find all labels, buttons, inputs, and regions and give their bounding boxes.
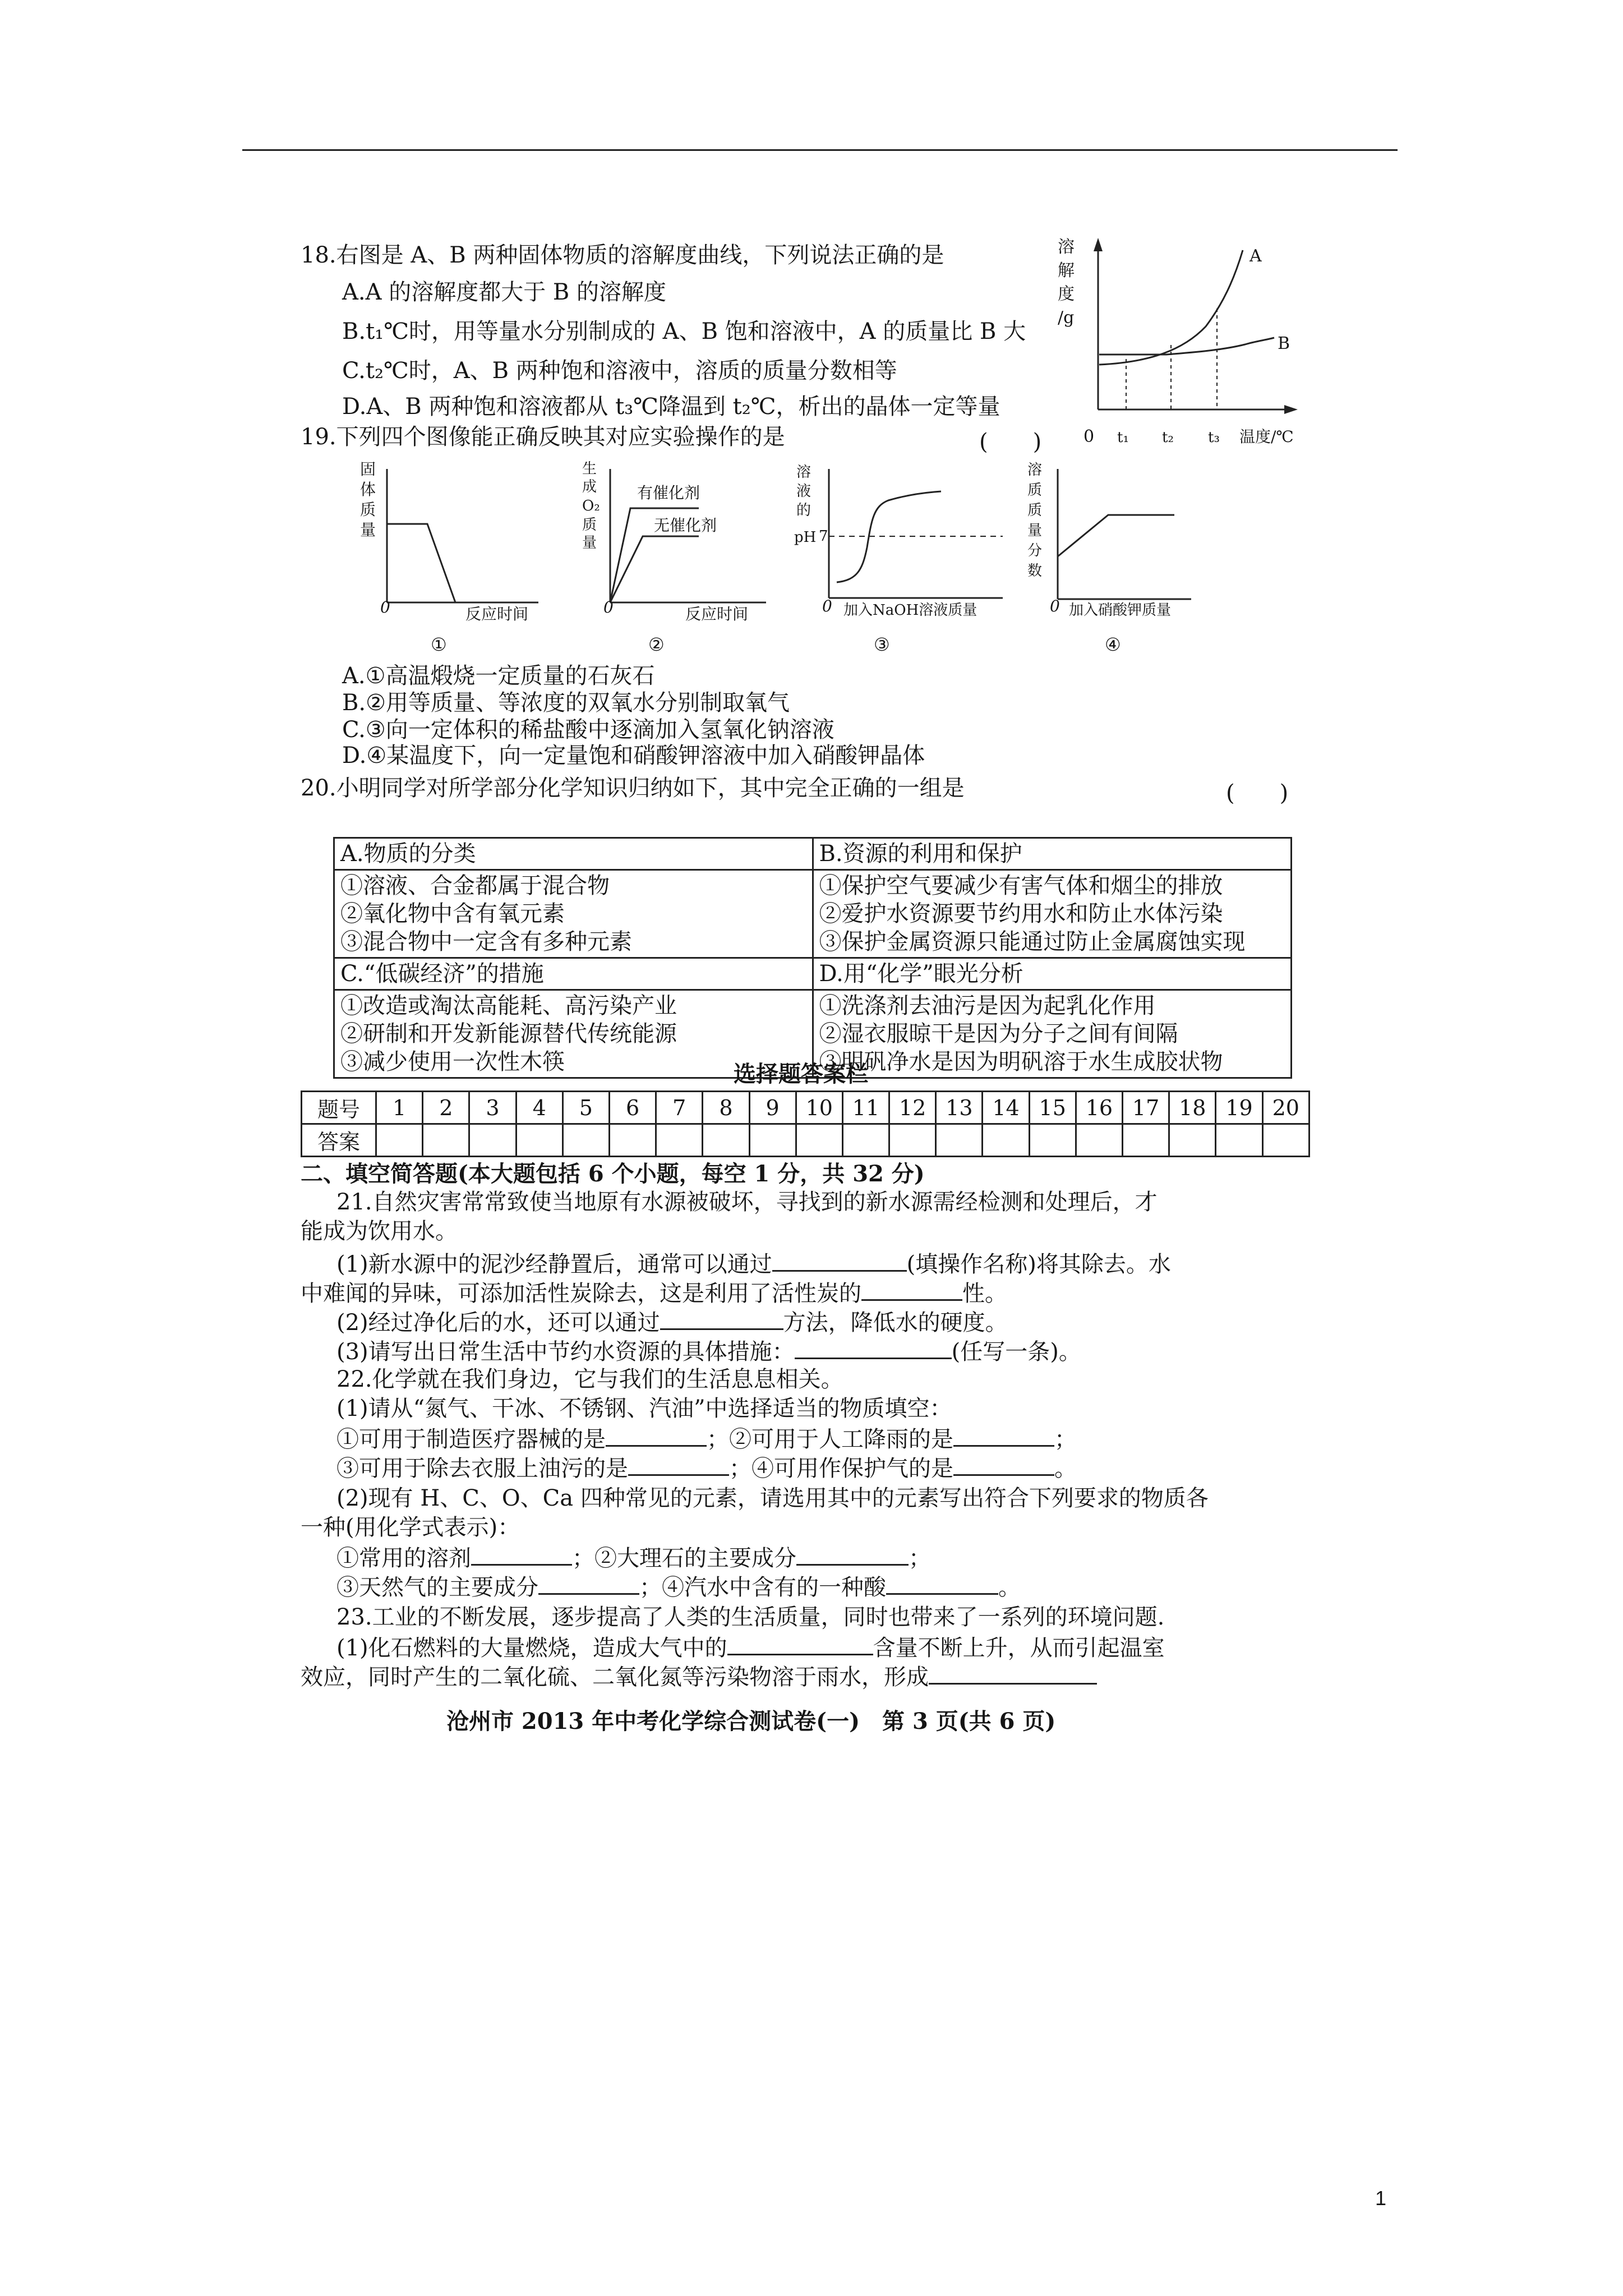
answer-cell[interactable] [1076,1124,1122,1157]
answer-cell[interactable] [516,1124,562,1157]
q19g2-xlabel: 反应时间 [685,605,749,623]
q22-line-8 [336,1572,1021,1602]
q19g4-ylabel-3: 质 [1027,502,1043,519]
q22-1-text-e: ；④可用作保护气的是 [729,1456,953,1481]
q19g3-ylabel-1: 溶 [796,464,811,481]
q19g2-number: ② [648,634,665,655]
q20-d-line-1: ①洗涤剂去油污是因为起乳化作用 [819,993,1156,1019]
q18-xlabel: 温度/℃ [1239,427,1294,446]
q20-answer-paren: ( ) [1226,780,1289,806]
q22-line-7 [336,1543,931,1572]
q19g2-ylabel-5: 量 [582,535,597,551]
q20-b-line-1: ①保护空气要减少有害气体和烟尘的排放 [819,873,1223,899]
q19g2-ylabel-2: 成 [582,478,597,495]
q23-1-text-b: 含量不断上升，从而引起温室 [873,1635,1165,1661]
q19g3-ylabel-2: 液 [796,483,811,500]
q22-1-text-c: ； [1054,1427,1077,1452]
page-number: 1 [1375,2187,1387,2210]
q23-line-1: 23.工业的不断发展，逐步提高了人类的生活质量，同时也带来了一系列的环境问题. [336,1604,1165,1630]
q18-tick-t2: t₂ [1162,429,1174,446]
q21-line-6 [336,1336,1081,1366]
q19-graph-1 [353,452,550,660]
q23-1-text-a: (1)化石燃料的大量燃烧，造成大气中的 [336,1635,727,1661]
q22-blank-acid[interactable] [886,1572,998,1595]
answer-col-11: 11 [842,1092,889,1124]
answer-cell[interactable] [1169,1124,1216,1157]
q21-1-text-c: 中难闻的异味，可添加活性炭除去，这是利用了活性炭的 [301,1281,861,1306]
answer-col-20: 20 [1262,1092,1309,1124]
q21-1-text-b: (填操作名称)将其除去。水 [906,1251,1171,1277]
q19-graph-4 [1023,452,1258,660]
q19g3-ylabel-4: pH [794,529,817,546]
q19-option-a: A.①高温煅烧一定质量的石灰石 [342,663,655,689]
answer-col-5: 5 [562,1092,609,1124]
answer-cell[interactable] [1123,1124,1169,1157]
answer-cell[interactable] [1262,1124,1309,1157]
q20-title-c: C.“低碳经济”的措施 [334,958,813,990]
q19-stem: 19.下列四个图像能正确反映其对应实验操作的是 [301,424,785,450]
q23-1-text-c: 效应，同时产生的二氧化硫、二氧化氮等污染物溶于雨水，形成 [301,1664,929,1690]
q19-option-c: C.③向一定体积的稀盐酸中逐滴加入氢氧化钠溶液 [342,717,834,743]
q18-ylabel-1: 溶 [1058,237,1075,257]
q21-blank-method[interactable] [660,1307,783,1330]
answer-col-13: 13 [936,1092,983,1124]
q21-3-text-b: (任写一条)。 [951,1339,1081,1365]
answer-cell[interactable] [562,1124,609,1157]
page-footer: 沧州市 2013 年中考化学综合测试卷(一) 第 3 页(共 6 页) [446,1708,1056,1734]
answer-table-number-row [302,1092,1310,1124]
answer-cell[interactable] [936,1124,983,1157]
q19g2-ylabel-4: 质 [582,517,597,533]
q19g2-label-catalyst: 有催化剂 [637,484,700,502]
q19g3-number: ③ [874,634,890,655]
q18-origin: 0 [1083,427,1095,447]
q22-2-text-e: ；④汽水中含有的一种酸 [639,1575,886,1600]
answer-cell[interactable] [889,1124,936,1157]
q19g1-ylabel-1: 固 [360,460,376,478]
q19-option-b: B.②用等质量、等浓度的双氧水分别制取氧气 [342,690,790,716]
q19-option-d: D.④某温度下，向一定量饱和硝酸钾溶液中加入硝酸钾晶体 [342,743,925,769]
top-rule [242,149,1398,151]
q18-curve-a-label: A [1249,246,1262,266]
q18-ylabel-4: /g [1058,308,1075,328]
q19g3-origin: 0 [822,597,832,615]
q20-c-line-2: ②研制和开发新能源替代传统能源 [340,1021,677,1047]
q22-blank-solvent[interactable] [471,1543,572,1566]
q20-title-b: B.资源的利用和保护 [813,838,1292,870]
answer-col-17: 17 [1123,1092,1169,1124]
q22-2-text-b: ；②大理石的主要成分 [572,1545,796,1571]
q18-curve-b-label: B [1278,334,1290,353]
q19-graph-2 [575,452,777,660]
q22-2-text-a: ①常用的溶剂 [336,1545,471,1571]
q20-d-line-2: ②湿衣服晾干是因为分子之间有间隔 [819,1021,1178,1047]
q21-line-5 [336,1307,1008,1337]
q22-2-text-d: ③天然气的主要成分 [336,1575,538,1600]
q22-1-text-a: ①可用于制造医疗器械的是 [336,1427,606,1452]
q19g1-origin: 0 [380,598,390,616]
answer-cell[interactable] [376,1124,423,1157]
answer-cell[interactable] [469,1124,516,1157]
q22-blank-natural-gas[interactable] [538,1572,639,1595]
section2-heading: 二、填空简答题(本大题包括 6 个小题，每空 1 分，共 32 分) [301,1161,925,1187]
q19g1-xlabel: 反应时间 [465,605,529,623]
q18-tick-t3: t₃ [1208,429,1220,446]
answer-col-15: 15 [1029,1092,1076,1124]
answer-col-19: 19 [1216,1092,1262,1124]
q21-line-3 [336,1249,1171,1278]
q19g4-origin: 0 [1050,597,1060,615]
q20-title-a: A.物质的分类 [334,838,813,870]
q18-option-d: D.A、B 两种饱和溶液都从 t₃℃降温到 t₂℃，析出的晶体一定等量 [342,394,1000,420]
q20-body-d [813,990,1292,1078]
q18-option-c: C.t₂℃时，A、B 两种饱和溶液中，溶质的质量分数相等 [342,358,897,384]
q22-line-5: (2)现有 H、C、O、Ca 四种常见的元素，请选用其中的元素写出符合下列要求的物质各 [336,1485,1209,1511]
answer-col-10: 10 [796,1092,842,1124]
answer-cell[interactable] [656,1124,703,1157]
answer-col-16: 16 [1076,1092,1122,1124]
q21-2-text-a: (2)经过净化后的水，还可以通过 [336,1310,660,1336]
answer-table [301,1091,1310,1157]
answer-col-1: 1 [376,1092,423,1124]
q21-1-text-a: (1)新水源中的泥沙经静置后，通常可以通过 [336,1251,772,1277]
q20-a-line-2: ②氧化物中含有氧元素 [340,901,565,927]
q22-blank-rain[interactable] [953,1424,1054,1447]
q19-graph-3 [790,452,1025,660]
answer-cell[interactable] [842,1124,889,1157]
q20-d-line-3: ③明矾净水是因为明矾溶于水生成胶状物 [819,1049,1223,1075]
answer-cell[interactable] [423,1124,469,1157]
q18-solubility-graph [1054,230,1312,454]
q22-blank-protective-gas[interactable] [953,1453,1054,1476]
q19g4-ylabel-2: 质 [1027,482,1043,499]
q22-1-text-d: ③可用于除去衣服上油污的是 [336,1456,628,1481]
answer-row-label-answers: 答案 [302,1124,376,1157]
q19g4-ylabel-1: 溶 [1027,462,1043,478]
answer-col-18: 18 [1169,1092,1216,1124]
q20-stem: 20.小明同学对所学部分化学知识归纳如下，其中完全正确的一组是 [301,775,965,801]
q22-blank-marble[interactable] [796,1543,909,1566]
q19g2-origin: 0 [603,598,614,616]
q22-blank-medical[interactable] [606,1424,707,1447]
q22-2-text-c: ； [909,1545,931,1571]
q19g4-ylabel-5: 分 [1027,542,1043,559]
answer-cell[interactable] [796,1124,842,1157]
q23-line-2 [336,1632,1165,1662]
q21-line-4 [301,1278,1007,1308]
q19g2-label-no-catalyst: 无催化剂 [654,516,717,535]
q20-body-b [813,870,1292,958]
q20-c-line-3: ③减少使用一次性木筷 [340,1049,565,1075]
answer-col-7: 7 [656,1092,703,1124]
answer-cell[interactable] [609,1124,656,1157]
q20-a-line-3: ③混合物中一定含有多种元素 [340,929,632,955]
q19-answer-paren: ( ) [979,429,1042,455]
answer-cell[interactable] [1216,1124,1262,1157]
answer-col-8: 8 [703,1092,749,1124]
q22-line-3 [336,1424,1077,1453]
answer-col-12: 12 [889,1092,936,1124]
answer-row-label-numbers: 题号 [302,1092,376,1124]
answer-col-9: 9 [749,1092,796,1124]
q23-blank-acid-rain[interactable] [929,1662,1097,1685]
q22-line-2: (1)请从“氮气、干冰、不锈钢、汽油”中选择适当的物质填空： [336,1396,952,1421]
q18-stem: 18.右图是 A、B 两种固体物质的溶解度曲线，下列说法正确的是 [301,242,944,268]
q19g1-ylabel-4: 量 [360,521,376,539]
q22-2-text-f: 。 [998,1575,1021,1600]
q23-blank-gas[interactable] [727,1632,873,1655]
answer-col-4: 4 [516,1092,562,1124]
q23-line-3 [301,1662,1097,1691]
q22-1-text-b: ；②可用于人工降雨的是 [707,1427,953,1452]
q18-tick-t1: t₁ [1117,429,1129,446]
q19g2-ylabel-1: 生 [582,461,597,477]
answer-table-title: 选择题答案栏 [734,1061,868,1087]
q20-c-line-1: ①改造或淘汰高能耗、高污染产业 [340,993,677,1019]
q22-1-text-f: 。 [1054,1456,1077,1481]
q19g1-number: ① [431,634,447,655]
answer-col-14: 14 [983,1092,1029,1124]
answer-table-answer-row [302,1124,1310,1157]
q18-ylabel-3: 度 [1058,284,1075,304]
q20-b-line-3: ③保护金属资源只能通过防止金属腐蚀实现 [819,929,1246,955]
q19g3-xlabel: 加入NaOH溶液质量 [843,602,978,619]
q18-option-a: A.A 的溶解度都大于 B 的溶解度 [342,279,667,305]
q18-ylabel-2: 解 [1058,261,1075,280]
q22-blank-grease[interactable] [628,1453,729,1476]
q18-option-b: B.t₁℃时，用等量水分别制成的 A、B 饱和溶液中，A 的质量比 B 大 [342,319,1026,344]
q21-3-text-a: (3)请写出日常生活中节约水资源的具体措施： [336,1339,795,1365]
q19g3-ph-7: 7 [819,528,828,545]
q21-blank-operation[interactable] [772,1249,907,1272]
answer-cell[interactable] [1029,1124,1076,1157]
q21-blank-property[interactable] [861,1278,962,1301]
q19g4-xlabel: 加入硝酸钾质量 [1069,602,1172,619]
answer-col-6: 6 [609,1092,656,1124]
q20-knowledge-table [333,837,1292,1079]
q20-b-line-2: ②爱护水资源要节约用水和防止水体污染 [819,901,1223,927]
q22-line-4 [336,1453,1077,1483]
answer-col-2: 2 [423,1092,469,1124]
q21-line-1: 21.自然灾害常常致使当地原有水源被破坏，寻找到的新水源需经检测和处理后，才 [336,1189,1158,1215]
q19g1-ylabel-2: 体 [360,480,376,499]
answer-cell[interactable] [749,1124,796,1157]
q19g3-ylabel-3: 的 [796,502,811,519]
q21-2-text-b: 方法，降低水的硬度。 [783,1310,1008,1336]
answer-cell[interactable] [703,1124,749,1157]
q19g4-ylabel-4: 量 [1027,522,1043,539]
answer-col-3: 3 [469,1092,516,1124]
q19g4-ylabel-6: 数 [1027,563,1043,579]
q19g1-ylabel-3: 质 [360,500,376,519]
q21-blank-measure[interactable] [795,1336,952,1359]
q22-line-6: 一种(用化学式表示)： [301,1515,520,1540]
q19g4-number: ④ [1105,634,1121,655]
q20-title-d: D.用“化学”眼光分析 [813,958,1292,990]
q21-line-2: 能成为饮用水。 [301,1218,458,1244]
q21-1-text-d: 性。 [962,1281,1007,1306]
q20-body-a [334,870,813,958]
q20-a-line-1: ①溶液、合金都属于混合物 [340,873,610,899]
q19g2-ylabel-3: O₂ [582,498,600,514]
q22-line-1: 22.化学就在我们身边，它与我们的生活息息相关。 [336,1366,843,1392]
answer-cell[interactable] [983,1124,1029,1157]
